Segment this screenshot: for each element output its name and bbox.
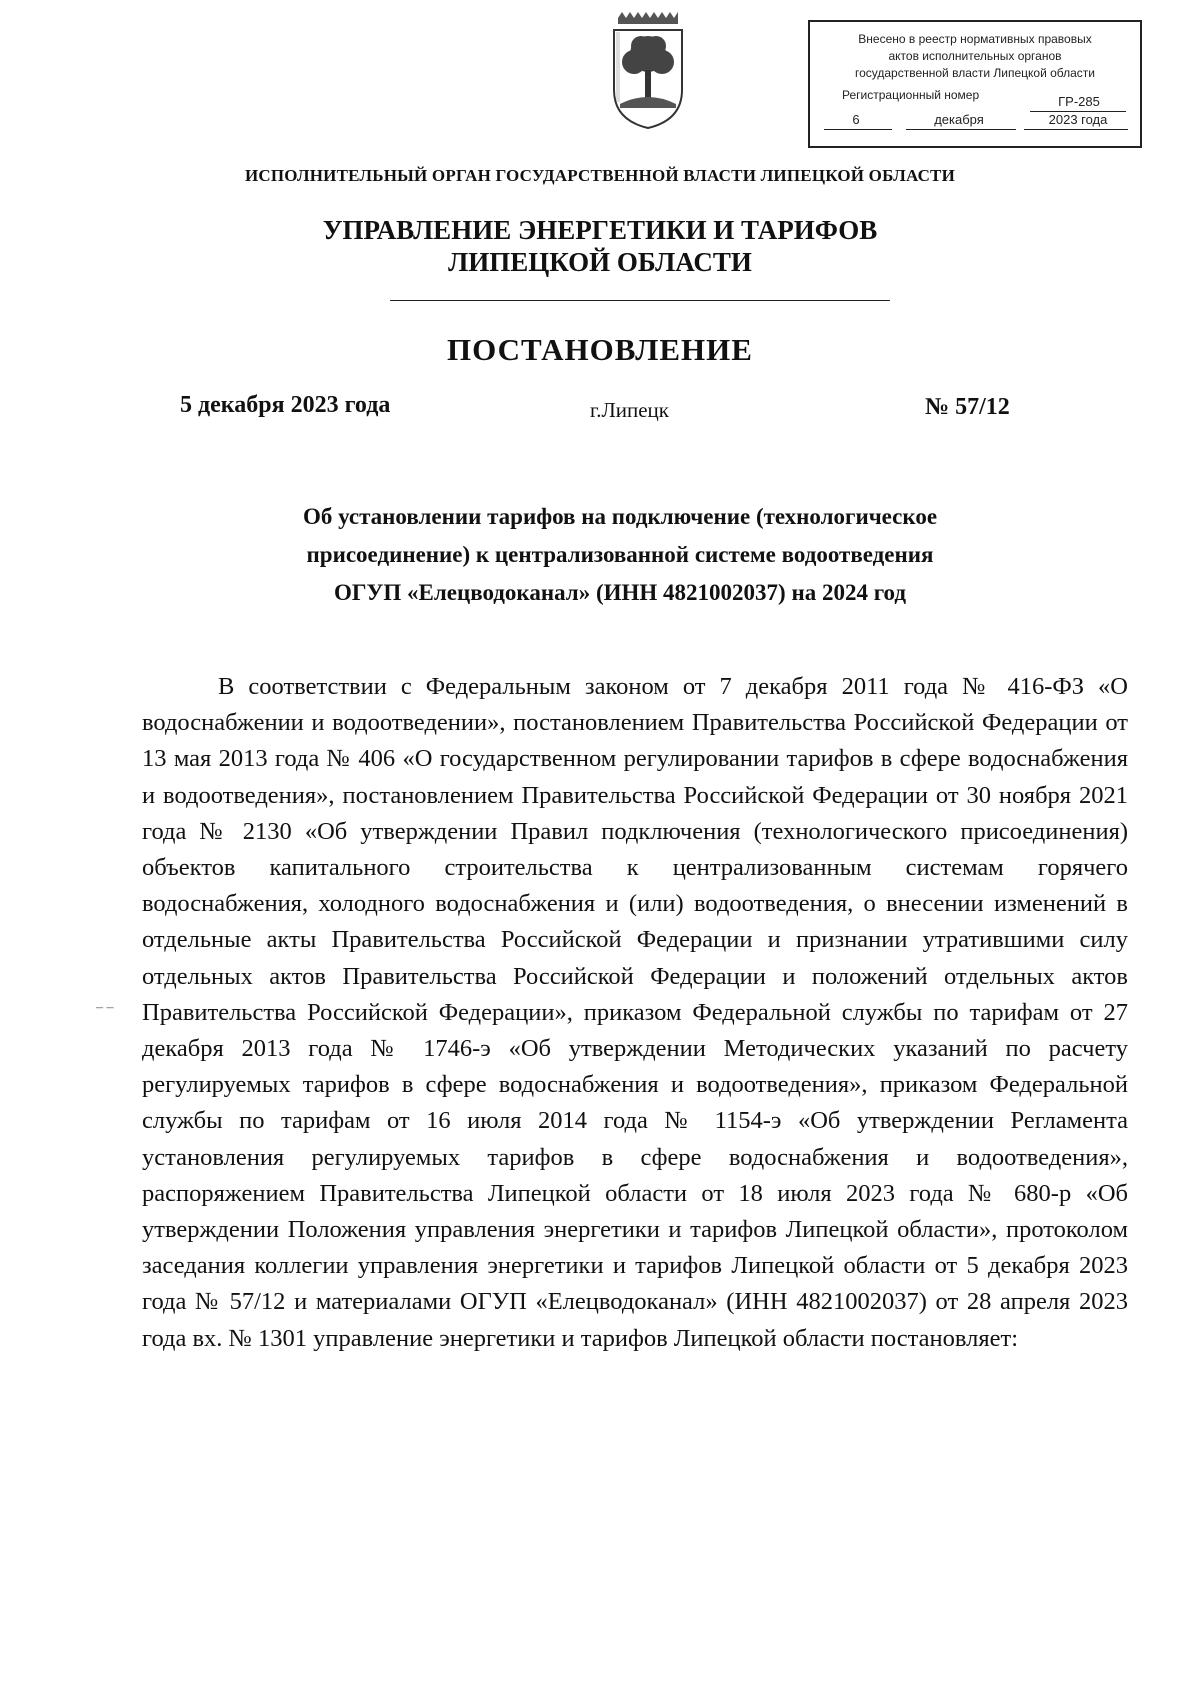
registry-line-1: Внесено в реестр нормативных правовых bbox=[858, 32, 1092, 46]
registry-day: 6 bbox=[852, 112, 860, 127]
header-divider bbox=[390, 300, 890, 301]
document-type: ПОСТАНОВЛЕНИЕ bbox=[447, 332, 753, 367]
registry-stamp bbox=[808, 20, 1142, 148]
document-title bbox=[180, 498, 1060, 612]
org-name: ИСПОЛНИТЕЛЬНЫЙ ОРГАН ГОСУДАРСТВЕННОЙ ВЛАСТИ ЛИПЕЦКОЙ ОБЛАСТИ bbox=[244, 166, 956, 185]
registry-month: декабря bbox=[934, 112, 984, 127]
department-name bbox=[0, 214, 1200, 278]
document-number: № 57/12 bbox=[925, 394, 1010, 420]
coat-of-arms-emblem bbox=[608, 12, 688, 130]
body-paragraph: В соответствии с Федеральным законом от 7 декабря 2011 года № 416-ФЗ «О водоснабжении и водоотведении», постановлением Правительства Российской Федерации от 13 мая 2013 года № 406 «О государственном регулировании тарифов в сфере водоснабжения и водоотведения», постановлением Правительства Российской Федерации от 30 ноября 2021 года № 2130 «Об утверждении Правил подключения (технологического присоединения) объектов капитального строительства к централизованным системам горячего водоснабжения, холодного водоснабжения и (или) водоотведения, о внесении изменений в отдельные акты Правительства Российской Федерации и признании утратившими силу отдельных актов Правительства Российской Федерации и положений отдельных актов Правительства Российской Федерации», приказом Федеральной службы по тарифам от 27 декабря 2013 года № 1746-э «Об утверждении Методических указаний по расчету регулируемых тарифов в сфере водоснабжения и водоотведения», приказом Федеральной службы по тарифам от 16 июля 2014 года № 1154-э «Об утверждении Регламента установления регулируемых тарифов в сфере водоснабжения и водоотведения», распоряжением Правительства Липецкой области от 18 июля 2023 года № 680-р «Об утверждении Положения управления энергетики и тарифов Липецкой области», протоколом заседания коллегии управления энергетики и тарифов Липецкой области от 5 декабря 2023 года № 57/12 и материалами ОГУП «Елецводоканал» (ИНН 4821002037) от 28 апреля 2023 года вх. № 1301 управление энергетики и тарифов Липецкой области постановляет: bbox=[142, 673, 1128, 1352]
document-city: г.Липецк bbox=[590, 398, 669, 422]
registry-number: ГР-285 bbox=[1058, 94, 1100, 109]
registry-number-label: Регистрационный номер bbox=[842, 88, 980, 102]
document-date: 5 декабря 2023 года bbox=[180, 392, 391, 418]
margin-mark: ‒ ‒ bbox=[96, 1000, 114, 1015]
title-line-2: присоединение) к централизованной системе водоотведения bbox=[306, 542, 934, 567]
registry-year: 2023 года bbox=[1048, 112, 1108, 127]
title-line-1: Об установлении тарифов на подключение (технологическое bbox=[302, 504, 938, 529]
registry-line-2: актов исполнительных органов bbox=[888, 49, 1062, 63]
department-name-line-2: ЛИПЕЦКОЙ ОБЛАСТИ bbox=[448, 247, 752, 277]
title-line-3: ОГУП «Елецводоканал» (ИНН 4821002037) на 2024 год bbox=[333, 580, 907, 605]
registry-line-3: государственной власти Липецкой области bbox=[854, 66, 1096, 80]
department-name-line-1: УПРАВЛЕНИЕ ЭНЕРГЕТИКИ И ТАРИФОВ bbox=[322, 215, 878, 245]
